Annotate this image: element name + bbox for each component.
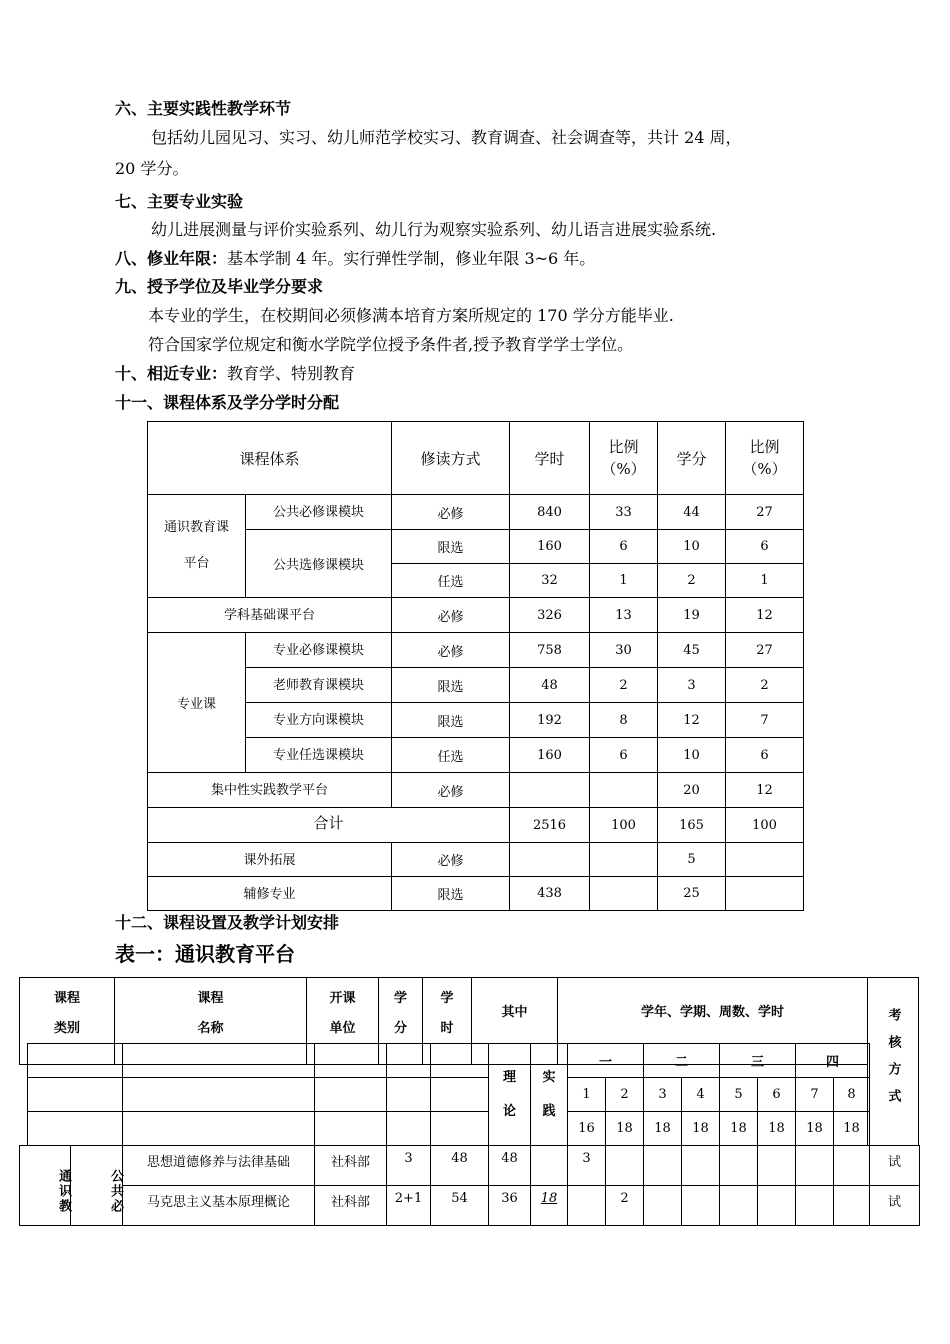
cell: 165 <box>658 808 726 843</box>
blank-cell <box>758 1186 796 1226</box>
weeks: 18 <box>606 1112 644 1146</box>
cell: 25 <box>658 877 726 911</box>
cell <box>726 843 804 877</box>
theory: 36 <box>489 1186 531 1226</box>
section-8-title: 八、修业年限： <box>115 249 228 268</box>
credit: 3 <box>387 1146 431 1186</box>
group-label: 平台 <box>183 556 210 571</box>
module-name: 老师教育课模块 <box>246 668 392 703</box>
practice: 18 <box>531 1186 568 1226</box>
ratio-label: 比例 <box>608 438 639 456</box>
header-text: 考核方式 <box>885 1008 901 1116</box>
cell: 12 <box>726 598 804 633</box>
cell: 8 <box>590 703 658 738</box>
exam-method: 试 <box>870 1186 920 1226</box>
credit: 2+1 <box>387 1186 431 1226</box>
cell: 10 <box>658 530 726 564</box>
cell: 32 <box>510 564 590 598</box>
credit-distribution-table <box>147 421 804 911</box>
cell: 20 <box>658 773 726 808</box>
course-plan-subheader <box>27 1043 870 1146</box>
header-text: 开课 <box>329 991 356 1006</box>
module-name: 课外拓展 <box>148 843 392 877</box>
cell: 30 <box>590 633 658 668</box>
year-4: 四 <box>796 1044 870 1078</box>
percent-label: （%） <box>742 460 787 478</box>
cell <box>590 843 658 877</box>
table-row <box>20 1186 920 1226</box>
blank-cell <box>682 1186 720 1226</box>
blank-cell <box>720 1186 758 1226</box>
blank-cell <box>315 1078 387 1112</box>
cell: 160 <box>510 530 590 564</box>
cell: 45 <box>658 633 726 668</box>
cell: 必修 <box>392 773 510 808</box>
module-name: 公共选修课模块 <box>246 530 392 598</box>
blank-cell <box>28 1044 123 1078</box>
table-header-row <box>148 422 804 495</box>
module-name: 学科基础课平台 <box>148 598 392 633</box>
blank-cell <box>387 1078 431 1112</box>
section-6-line-2: 20 学分。 <box>115 159 189 178</box>
header-text: 理 <box>502 1069 516 1085</box>
table-row <box>148 738 804 773</box>
cell: 192 <box>510 703 590 738</box>
total-row <box>148 808 804 843</box>
weeks: 16 <box>568 1112 606 1146</box>
cell: 326 <box>510 598 590 633</box>
theory: 48 <box>489 1146 531 1186</box>
blank-cell <box>387 1044 431 1078</box>
course-name: 思想道德修养与法律基础 <box>123 1146 315 1186</box>
cell: 2 <box>590 668 658 703</box>
section-6-title: 六、主要实践性教学环节 <box>115 99 292 118</box>
header-study-mode: 修读方式 <box>392 422 510 495</box>
term: 6 <box>758 1078 796 1112</box>
header-text: 论 <box>502 1103 516 1119</box>
table-row <box>20 1146 920 1186</box>
blank-cell <box>28 1078 123 1112</box>
blank-cell <box>431 1044 489 1078</box>
header-among: 其中 <box>472 978 558 1065</box>
group-major: 专业课 <box>148 633 246 773</box>
course-name: 马克思主义基本原理概论 <box>123 1186 315 1226</box>
cell: 758 <box>510 633 590 668</box>
table-row <box>148 598 804 633</box>
cell: 10 <box>658 738 726 773</box>
header-course-system: 课程体系 <box>148 422 392 495</box>
blank-cell <box>28 1112 123 1146</box>
header-credits: 学分 <box>658 422 726 495</box>
cell: 100 <box>590 808 658 843</box>
blank-cell <box>758 1146 796 1186</box>
table-row <box>148 668 804 703</box>
section-7-title: 七、主要专业实验 <box>115 192 244 211</box>
module-name: 辅修专业 <box>148 877 392 911</box>
cell: 12 <box>726 773 804 808</box>
header-text: 单位 <box>329 1021 356 1036</box>
ratio-label: 比例 <box>749 438 780 456</box>
cell: 1 <box>726 564 804 598</box>
year-2: 二 <box>644 1044 720 1078</box>
term-2: 2 <box>606 1186 644 1226</box>
total-label: 合计 <box>148 808 510 843</box>
header-text: 类别 <box>53 1021 80 1036</box>
cell: 19 <box>658 598 726 633</box>
weeks: 18 <box>720 1112 758 1146</box>
percent-label: （%） <box>601 460 646 478</box>
section-6-line-1: 包括幼儿园见习、实习、幼儿师范学校实习、教育调查、社会调查等，共计 24 周， <box>151 128 742 147</box>
blank-cell <box>796 1186 834 1226</box>
weeks: 18 <box>758 1112 796 1146</box>
table-row <box>148 633 804 668</box>
weeks: 18 <box>644 1112 682 1146</box>
weeks: 18 <box>796 1112 834 1146</box>
term: 4 <box>682 1078 720 1112</box>
exam-method: 试 <box>870 1146 920 1186</box>
term: 2 <box>606 1078 644 1112</box>
cell: 840 <box>510 495 590 530</box>
term-1: 3 <box>568 1146 606 1186</box>
term: 3 <box>644 1078 682 1112</box>
cell: 限选 <box>392 877 510 911</box>
header-text: 学 <box>440 991 454 1006</box>
term: 1 <box>568 1078 606 1112</box>
blank-cell <box>644 1146 682 1186</box>
table-caption: 表一：通识教育平台 <box>115 942 295 966</box>
blank-cell <box>644 1186 682 1226</box>
section-10-text: 教育学、特别教育 <box>227 364 356 383</box>
cell <box>510 843 590 877</box>
cell: 必修 <box>392 598 510 633</box>
section-9-line-1: 本专业的学生，在校期间必须修满本培育方案所规定的 170 学分方能毕业. <box>148 306 674 325</box>
group-label: 通识教育课 <box>163 520 229 535</box>
cell: 限选 <box>392 703 510 738</box>
hours: 54 <box>431 1186 489 1226</box>
blank-cell <box>834 1186 870 1226</box>
header-text: 时 <box>440 1021 454 1036</box>
cell: 100 <box>726 808 804 843</box>
cell <box>590 773 658 808</box>
table-row <box>148 773 804 808</box>
cell: 任选 <box>392 738 510 773</box>
cell: 33 <box>590 495 658 530</box>
blank-cell <box>315 1112 387 1146</box>
header-text: 名称 <box>197 1021 224 1036</box>
section-9-title: 九、授予学位及毕业学分要求 <box>115 277 324 296</box>
section-10-title: 十、相近专业： <box>115 364 228 383</box>
term-2 <box>606 1146 644 1186</box>
header-text: 学 <box>393 991 407 1006</box>
header-exam-method <box>867 977 919 1146</box>
cell: 2 <box>658 564 726 598</box>
blank-cell <box>123 1112 315 1146</box>
blank-cell <box>315 1044 387 1078</box>
weeks: 18 <box>682 1112 720 1146</box>
section-8-line <box>115 248 595 270</box>
course-plan-rows <box>19 1145 920 1226</box>
header-hours-ratio <box>590 422 658 495</box>
blank-cell <box>834 1146 870 1186</box>
section-7-line-1: 幼儿进展测量与评价实验系列、幼儿行为观察实验系列、幼儿语言进展实验系统. <box>151 220 717 239</box>
cell: 160 <box>510 738 590 773</box>
section-8-text: 基本学制 4 年。实行弹性学制，修业年限 3~6 年。 <box>227 249 596 268</box>
practice <box>531 1146 568 1186</box>
blank-cell <box>720 1146 758 1186</box>
cell: 1 <box>590 564 658 598</box>
table-row <box>148 703 804 738</box>
header-text: 课程 <box>197 991 224 1006</box>
cell: 6 <box>726 530 804 564</box>
section-10-line <box>115 363 355 385</box>
department: 社科部 <box>315 1146 387 1186</box>
section-9-line-2: 符合国家学位规定和衡水学院学位授予条件者,授予教育学学士学位。 <box>148 335 634 354</box>
header-theory <box>489 1044 531 1146</box>
header-text: 实 <box>542 1069 556 1085</box>
department: 社科部 <box>315 1186 387 1226</box>
hours: 48 <box>431 1146 489 1186</box>
table-row <box>148 843 804 877</box>
header-credits-ratio <box>726 422 804 495</box>
header-text: 课程 <box>53 991 80 1006</box>
term: 7 <box>796 1078 834 1112</box>
cell: 3 <box>658 668 726 703</box>
header-text: 践 <box>542 1103 556 1119</box>
cell: 12 <box>658 703 726 738</box>
cell: 27 <box>726 633 804 668</box>
cell: 限选 <box>392 668 510 703</box>
module-name: 专业必修课模块 <box>246 633 392 668</box>
section-11-title: 十一、课程体系及学分学时分配 <box>115 393 340 412</box>
cell: 44 <box>658 495 726 530</box>
cell <box>590 877 658 911</box>
table-row <box>148 877 804 911</box>
module-name: 专业方向课模块 <box>246 703 392 738</box>
section-12-title: 十二、课程设置及教学计划安排 <box>115 913 340 932</box>
blank-cell <box>123 1078 315 1112</box>
blank-cell <box>796 1146 834 1186</box>
cell: 必修 <box>392 843 510 877</box>
year-3: 三 <box>720 1044 796 1078</box>
cell: 48 <box>510 668 590 703</box>
year-1: 一 <box>568 1044 644 1078</box>
table-row <box>148 495 804 530</box>
cell: 27 <box>726 495 804 530</box>
cell <box>726 877 804 911</box>
cell: 438 <box>510 877 590 911</box>
cell: 任选 <box>392 564 510 598</box>
weeks: 18 <box>834 1112 870 1146</box>
cell: 7 <box>726 703 804 738</box>
table-row <box>148 530 804 564</box>
cell: 6 <box>590 738 658 773</box>
cell: 6 <box>590 530 658 564</box>
module-name: 集中性实践教学平台 <box>148 773 392 808</box>
header-text: 分 <box>393 1021 407 1036</box>
blank-cell <box>431 1078 489 1112</box>
cell: 2 <box>726 668 804 703</box>
header-hours: 学时 <box>510 422 590 495</box>
cell: 2516 <box>510 808 590 843</box>
blank-cell <box>387 1112 431 1146</box>
header-schedule: 学年、学期、周数、学时 <box>558 978 868 1065</box>
header-practice <box>531 1044 568 1146</box>
cell: 限选 <box>392 530 510 564</box>
blank-cell <box>123 1044 315 1078</box>
blank-cell <box>431 1112 489 1146</box>
term-1 <box>568 1186 606 1226</box>
cell: 必修 <box>392 633 510 668</box>
cell: 13 <box>590 598 658 633</box>
module-name: 专业任选课模块 <box>246 738 392 773</box>
module-name: 公共必修课模块 <box>246 495 392 530</box>
category-general: 通识教 <box>20 1146 71 1226</box>
cell: 必修 <box>392 495 510 530</box>
blank-cell <box>682 1146 720 1186</box>
term: 5 <box>720 1078 758 1112</box>
cell: 6 <box>726 738 804 773</box>
cell <box>510 773 590 808</box>
cell: 5 <box>658 843 726 877</box>
term: 8 <box>834 1078 870 1112</box>
group-general-education <box>148 495 246 598</box>
category-public-required: 公共必 <box>71 1146 123 1226</box>
